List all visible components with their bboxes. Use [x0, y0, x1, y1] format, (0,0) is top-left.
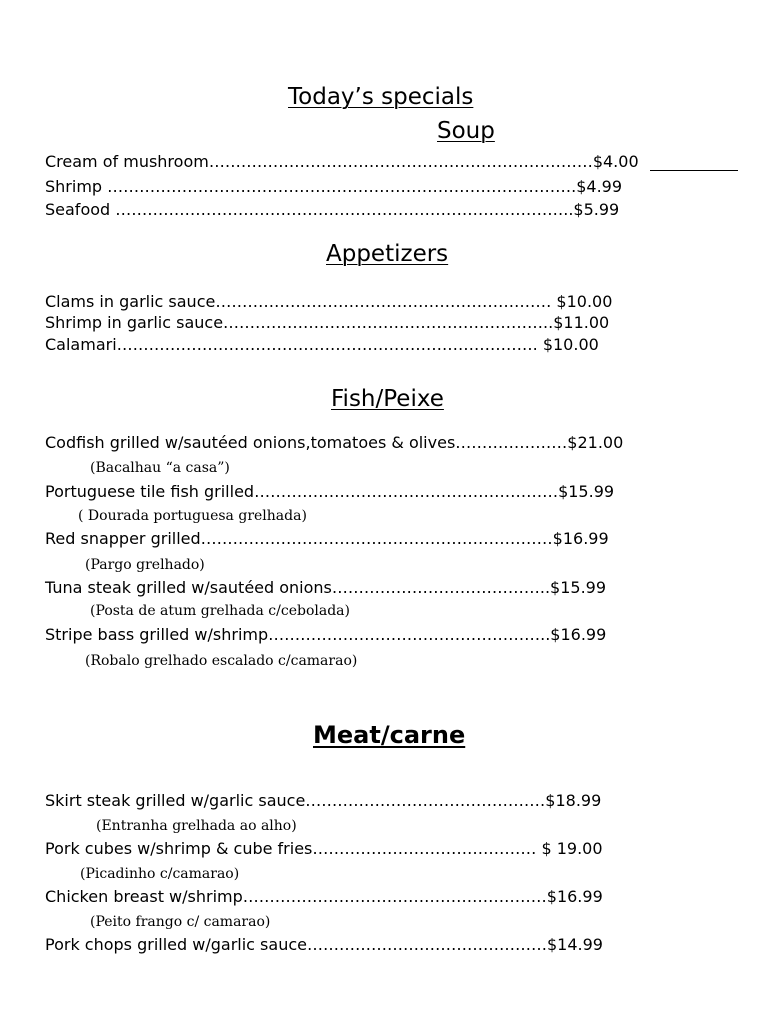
underline-rule: [650, 170, 738, 171]
meat-item-chicken-breast-translation: (Peito frango c/ camarao): [90, 914, 271, 930]
meat-item-chicken-breast: Chicken breast w/shrimp…………………………………………………$16.99: [45, 887, 603, 906]
appetizer-item-shrimp: Shrimp in garlic sauce……………………………………………………..$11.00: [45, 313, 610, 332]
soup-heading: Soup: [437, 118, 495, 144]
appetizers-heading: Appetizers: [326, 241, 449, 267]
fish-item-red-snapper-translation: (Pargo grelhado): [85, 557, 205, 573]
meat-item-pork-cubes: Pork cubes w/shrimp & cube fries…………………………………… $ 19.00: [45, 839, 603, 858]
meat-item-skirt-steak-translation: (Entranha grelhada ao alho): [96, 818, 297, 834]
fish-item-tuna-steak: Tuna steak grilled w/sautéed onions…………………………………..$15.99: [45, 578, 607, 597]
fish-item-red-snapper: Red snapper grilled…………………………………………………………$16.99: [45, 529, 609, 548]
soup-item-shrimp: Shrimp …………………………………………………………………………….$4.99: [45, 177, 623, 196]
appetizer-item-calamari: Calamari……………………………………………………………………. $10.00: [45, 335, 599, 354]
meat-item-pork-cubes-translation: (Picadinho c/camarao): [80, 866, 240, 882]
fish-item-codfish-translation: (Bacalhau “a casa”): [90, 460, 230, 476]
fish-item-tile-fish-translation: ( Dourada portuguesa grelhada): [78, 508, 307, 524]
fish-item-codfish: Codfish grilled w/sautéed onions,tomatoes & olives…………………$21.00: [45, 433, 624, 452]
meat-heading: Meat/carne: [313, 721, 466, 749]
fish-item-stripe-bass: Stripe bass grilled w/shrimp……………………………………………..$16.99: [45, 625, 607, 644]
fish-item-stripe-bass-translation: (Robalo grelhado escalado c/camarao): [85, 653, 358, 669]
appetizer-item-clams: Clams in garlic sauce……………………………………………………… $10.00: [45, 292, 613, 311]
soup-item-cream-of-mushroom: Cream of mushroom………………………………………………………………$4.00: [45, 152, 639, 171]
soup-item-seafood: Seafood …………………………………………………………………………..$5.99: [45, 200, 620, 219]
meat-item-pork-chops: Pork chops grilled w/garlic sauce………………………………………$14.99: [45, 935, 603, 954]
page-title: Today’s specials: [288, 84, 474, 110]
meat-item-skirt-steak: Skirt steak grilled w/garlic sauce………………………………………$18.99: [45, 791, 602, 810]
fish-item-tile-fish: Portuguese tile fish grilled…………………………………………………$15.99: [45, 482, 615, 501]
fish-item-tuna-steak-translation: (Posta de atum grelhada c/cebolada): [90, 603, 350, 619]
fish-heading: Fish/Peixe: [331, 386, 444, 412]
